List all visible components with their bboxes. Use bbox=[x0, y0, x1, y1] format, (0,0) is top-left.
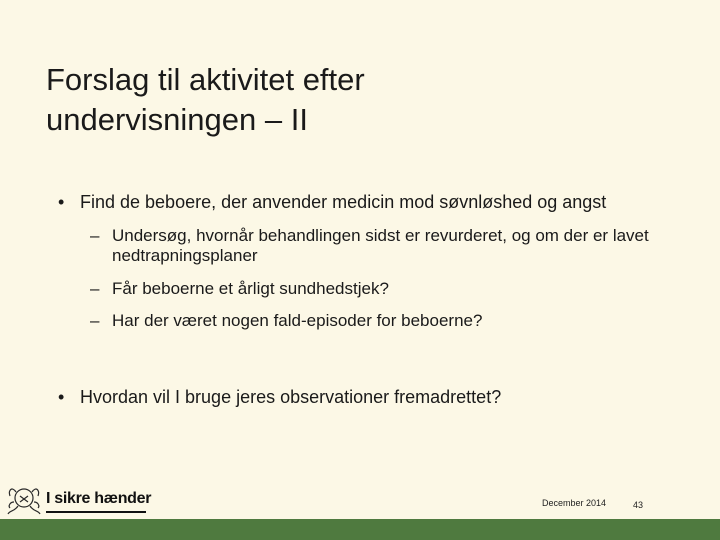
bullet-dot: • bbox=[58, 192, 65, 212]
footer-date: December 2014 bbox=[542, 498, 607, 508]
slide-title-line-2: undervisningen – II bbox=[46, 102, 308, 137]
slide-title bbox=[46, 60, 686, 140]
sub-bullet-dash: – bbox=[90, 226, 100, 245]
sub-bullet-dash: – bbox=[90, 279, 100, 298]
logo-text: I sikre hænder bbox=[46, 490, 152, 507]
bullet-dot: • bbox=[58, 387, 65, 407]
decorative-emblem-icon bbox=[4, 480, 44, 520]
sub-bullet-text: Får beboerne et årligt sundhedstjek? bbox=[112, 279, 389, 298]
footer-page-number: 43 bbox=[633, 500, 644, 510]
sub-bullet-dash: – bbox=[90, 311, 100, 330]
logo-underline bbox=[46, 511, 146, 513]
bullet-text: Hvordan vil I bruge jeres observationer fremadrettet? bbox=[80, 387, 502, 407]
bottom-bar bbox=[0, 519, 720, 540]
slide-title-line-1: Forslag til aktivitet efter bbox=[46, 62, 365, 97]
bullet-text: Find de beboere, der anvender medicin mod søvnløshed og angst bbox=[80, 192, 607, 212]
sub-bullet-text: Har der været nogen fald-episoder for beboerne? bbox=[112, 311, 483, 330]
sub-bullet-text: Undersøg, hvornår behandlingen sidst er revurderet, og om der er lavet nedtrapningsplaner bbox=[112, 226, 649, 265]
